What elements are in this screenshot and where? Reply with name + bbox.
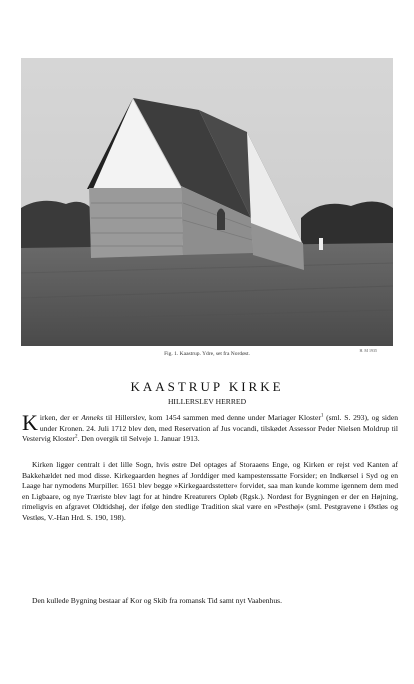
intro-text-c: (sml. S. 293), og siden under Kronen. 24. Juli 1712 blev den, med Reservation af Jus vocandi, tilskødet Assessor Peder Nielsen Moldrup til Vestervig Kloster [22, 413, 398, 443]
footnote-ref-1: 1 [320, 413, 324, 419]
body-paragraph-location: Kirken ligger centralt i det lille Sogn, hvis østre Del optages af Storaaens Enge, og Kirken er rejst ved Kanten af Bakkehældet ned mod disse. Kirkegaarden hegnes af Jorddiger med kampestenssatte Forsider; en Indkørsel i Syd og en Laage har nymodens Murpiller. 1651 blev begge »Kirkegaardsstetter« forvidet, saa man kunde komme igennem dem med en Ligbaare, og nye Træriste blev lagt for at hindre Kreaturers Opløb (Rgsk.). Nordøst for Bygningen er der en Højning, rimeligvis en afgravet Oldtidshøj, der ifølge den stedlige Tradition skal være en »Pesthøj« (sml. Pestgravene i Østløs og Vestløs, V.-Han Hrd. S. 190, 198). [22, 460, 398, 522]
page-title: KAASTRUP KIRKE [130, 379, 284, 394]
church-photo-illustration [21, 58, 393, 346]
intro-text-italic: Anneks [81, 413, 104, 422]
body-paragraph-building: Den kullede Bygning bestaar af Kor og Skib fra romansk Tid samt nyt Vaabenhus. [32, 596, 282, 605]
intro-text-d: . Den overgik til Selveje 1. Januar 1913. [77, 434, 200, 443]
figure-caption: Fig. 1. Kaastrup. Ydre, set fra Nordøst. [164, 351, 250, 357]
drop-cap: K [22, 410, 38, 435]
intro-text-a: irken, der er [39, 413, 82, 422]
intro-text-b: til Hillerslev, kom 1454 sammen med denne under Mariager Kloster [103, 413, 321, 422]
page-subtitle: HILLERSLEV HERRED [167, 397, 247, 406]
intro-paragraph [22, 410, 398, 445]
photo-credit: H. M 1935 [359, 348, 377, 353]
church-photograph [21, 58, 393, 346]
footnote-ref-2: 2 [74, 434, 78, 440]
